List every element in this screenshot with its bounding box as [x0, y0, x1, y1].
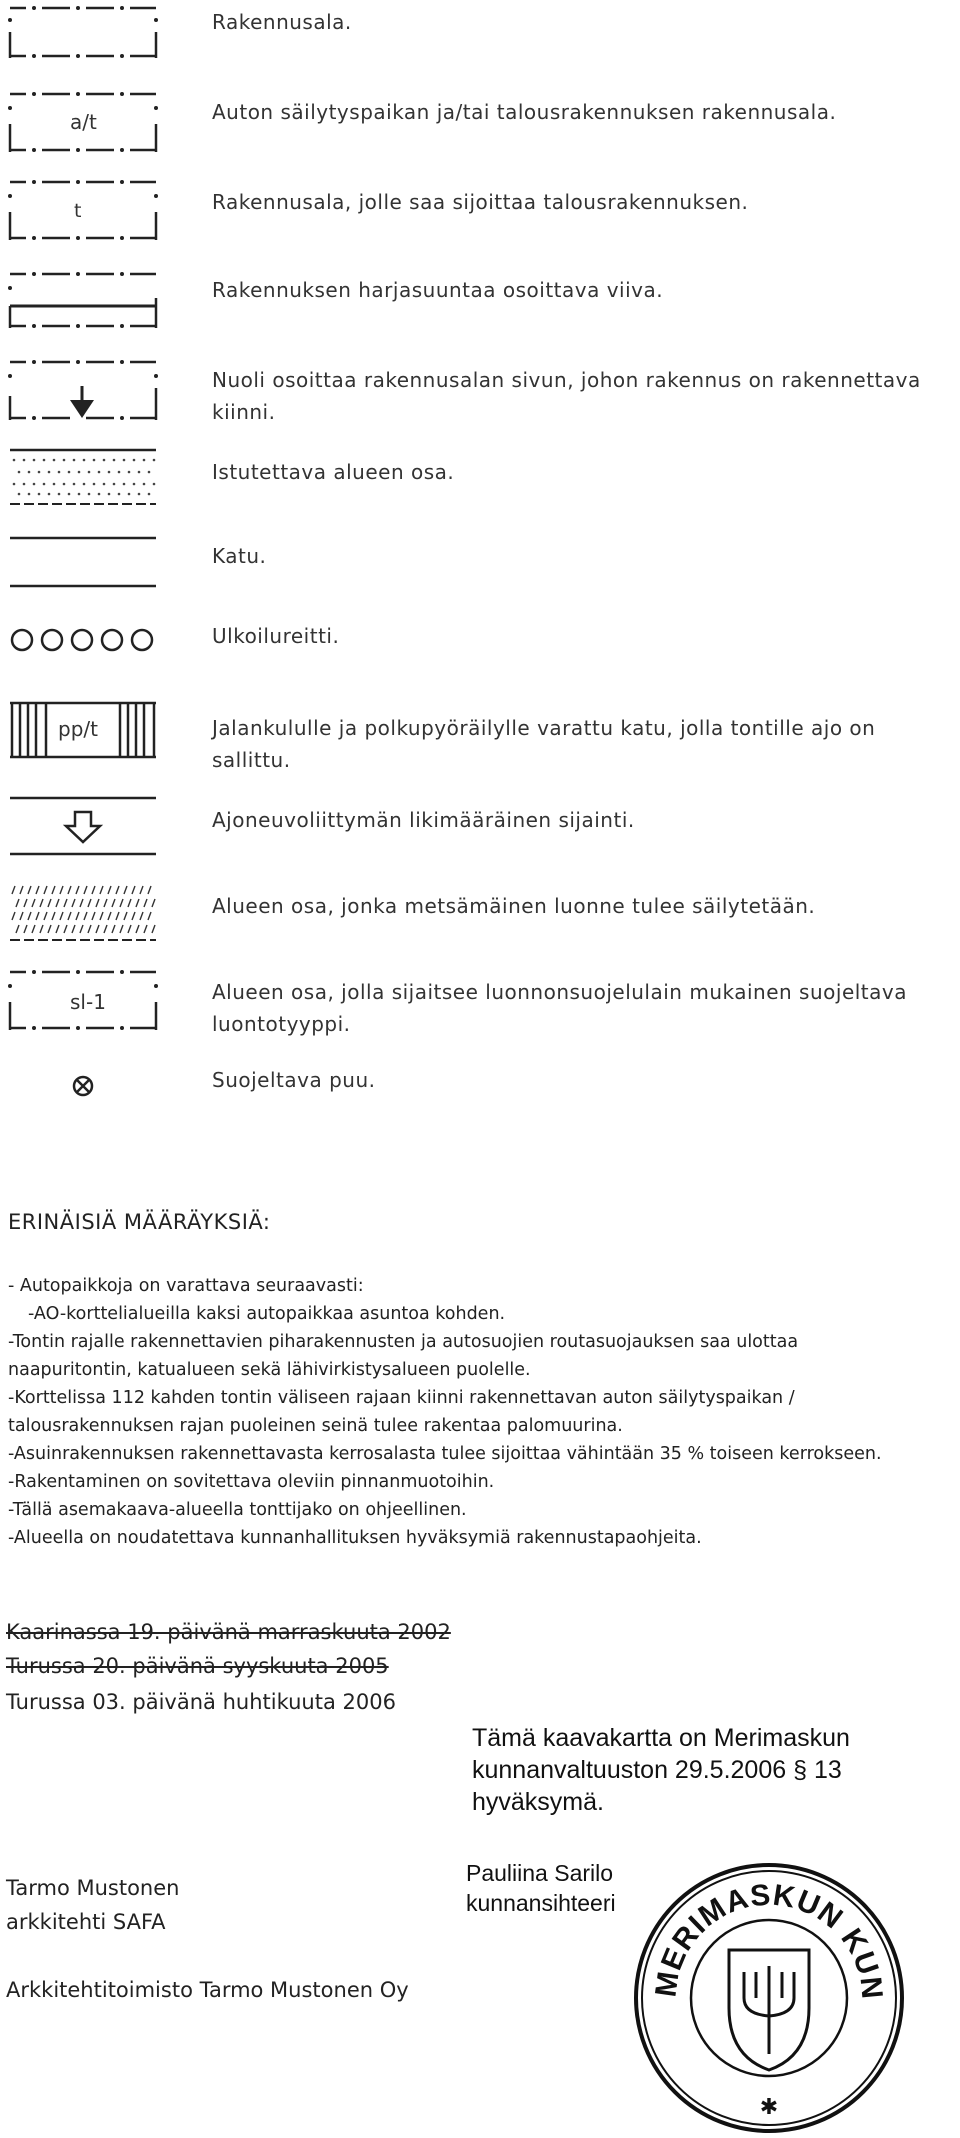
svg-text:✱: ✱: [759, 2095, 779, 2120]
building-area-symbol: [8, 2, 158, 62]
secretary-name: Pauliina Sarilo: [466, 1860, 614, 1886]
pedestrian-street-symbol: [8, 700, 158, 760]
regulation-line: -Asuinrakennuksen rakennettavasta kerrosalasta tulee sijoittaa vähintään 35 % toiseen kerrokseen.: [8, 1444, 882, 1464]
legend-text-protected-tree: Suojeltava puu.: [212, 1068, 376, 1092]
legend-text-pedestrian-street: Jalankululle ja polkupyöräilylle varattu katu, jolla tontille ajo on sallittu.: [212, 716, 876, 772]
legend-text-attach-arrow: Nuoli osoittaa rakennusalan sivun, johon rakennus on rakennettava kiinni.: [212, 368, 921, 424]
regulation-line: -Tällä asemakaava-alueella tonttijako on ohjeellinen.: [8, 1500, 467, 1520]
legend-text-planting-area: Istutettava alueen osa.: [212, 460, 455, 484]
regulation-line: - Autopaikkoja on varattava seuraavasti:: [8, 1276, 364, 1296]
struck-date-2: Turussa 20. päivänä syyskuuta 2005: [6, 1654, 389, 1678]
legend-code: pp/t: [58, 717, 98, 741]
regulation-line: -AO-korttelialueilla kaksi autopaikkaa asuntoa kohden.: [28, 1304, 506, 1324]
regulation-line: -Tontin rajalle rakennettavien piharakennusten ja autosuojien routasuojauksen saa ulottaa: [8, 1332, 799, 1352]
legend-code: sl-1: [70, 990, 106, 1014]
struck-date-1: Kaarinassa 19. päivänä marraskuuta 2002: [6, 1620, 451, 1644]
attach-arrow-symbol: [8, 356, 158, 428]
street-symbol: [8, 534, 158, 590]
legend-text-street: Katu.: [212, 544, 267, 568]
forest-area-symbol: [8, 880, 158, 944]
regulations-heading: ERINÄISIÄ MÄÄRÄYKSIÄ:: [8, 1210, 271, 1234]
legend-code: a/t: [70, 110, 97, 134]
legend-text-car-storage: Auton säilytyspaikan ja/tai talousrakennuksen rakennusala.: [212, 100, 837, 124]
legend-text-nature-protection: Alueen osa, jolla sijaitsee luonnonsuojelulain mukainen suojeltava luontotyyppi.: [212, 980, 907, 1036]
regulation-line: talousrakennuksen rajan puoleinen seinä tulee rakentaa palomuurina.: [8, 1416, 623, 1436]
legend-text-outbuilding: Rakennusala, jolle saa sijoittaa talousrakennuksen.: [212, 190, 749, 214]
protected-tree-symbol: [8, 1066, 158, 1106]
legend-text-forest-area: Alueen osa, jonka metsämäinen luonne tulee säilytetään.: [212, 894, 816, 918]
approval-line-2: kunnanvaltuuston 29.5.2006 § 13: [472, 1756, 842, 1784]
outbuilding-area-symbol: [8, 176, 158, 244]
legend-code: t: [74, 200, 82, 222]
secretary-title: kunnansihteeri: [466, 1890, 616, 1916]
legend-text-outdoor-route: Ulkoilureitti.: [212, 624, 340, 648]
municipal-seal: [626, 1848, 912, 2134]
planting-area-symbol: [8, 448, 158, 508]
architect-title: arkkitehti SAFA: [6, 1910, 166, 1934]
vehicle-access-symbol: [8, 794, 158, 858]
architect-name: Tarmo Mustonen: [6, 1876, 180, 1900]
seal-text: MERIMASKUN KUN: [649, 1878, 889, 2002]
legend-text-building-area: Rakennusala.: [212, 10, 352, 34]
outdoor-route-symbol: [8, 620, 158, 660]
regulation-line: -Alueella on noudatettava kunnanhallituksen hyväksymiä rakennustapaohjeita.: [8, 1528, 702, 1548]
regulation-line: -Korttelissa 112 kahden tontin väliseen rajaan kiinni rakennettavan auton säilytyspaikan /: [8, 1388, 795, 1408]
approval-line-1: Tämä kaavakartta on Merimaskun: [472, 1724, 850, 1752]
approval-line-3: hyväksymä.: [472, 1788, 604, 1816]
legend-text-roof-ridge: Rakennuksen harjasuuntaa osoittava viiva.: [212, 278, 664, 302]
nature-protection-area-symbol: [8, 966, 158, 1034]
approval-note: [472, 1722, 872, 1818]
legend-text-vehicle-access: Ajoneuvoliittymän likimääräinen sijainti.: [212, 808, 635, 832]
car-storage-area-symbol: [8, 88, 158, 156]
roof-ridge-symbol: [8, 268, 158, 332]
architect-office: Arkkitehtitoimisto Tarmo Mustonen Oy: [6, 1978, 409, 2002]
current-date: Turussa 03. päivänä huhtikuuta 2006: [6, 1690, 396, 1714]
regulation-line: -Rakentaminen on sovitettava oleviin pinnanmuotoihin.: [8, 1472, 495, 1492]
regulation-line: naapuritontin, katualueen sekä lähivirkistysalueen puolelle.: [8, 1360, 531, 1380]
